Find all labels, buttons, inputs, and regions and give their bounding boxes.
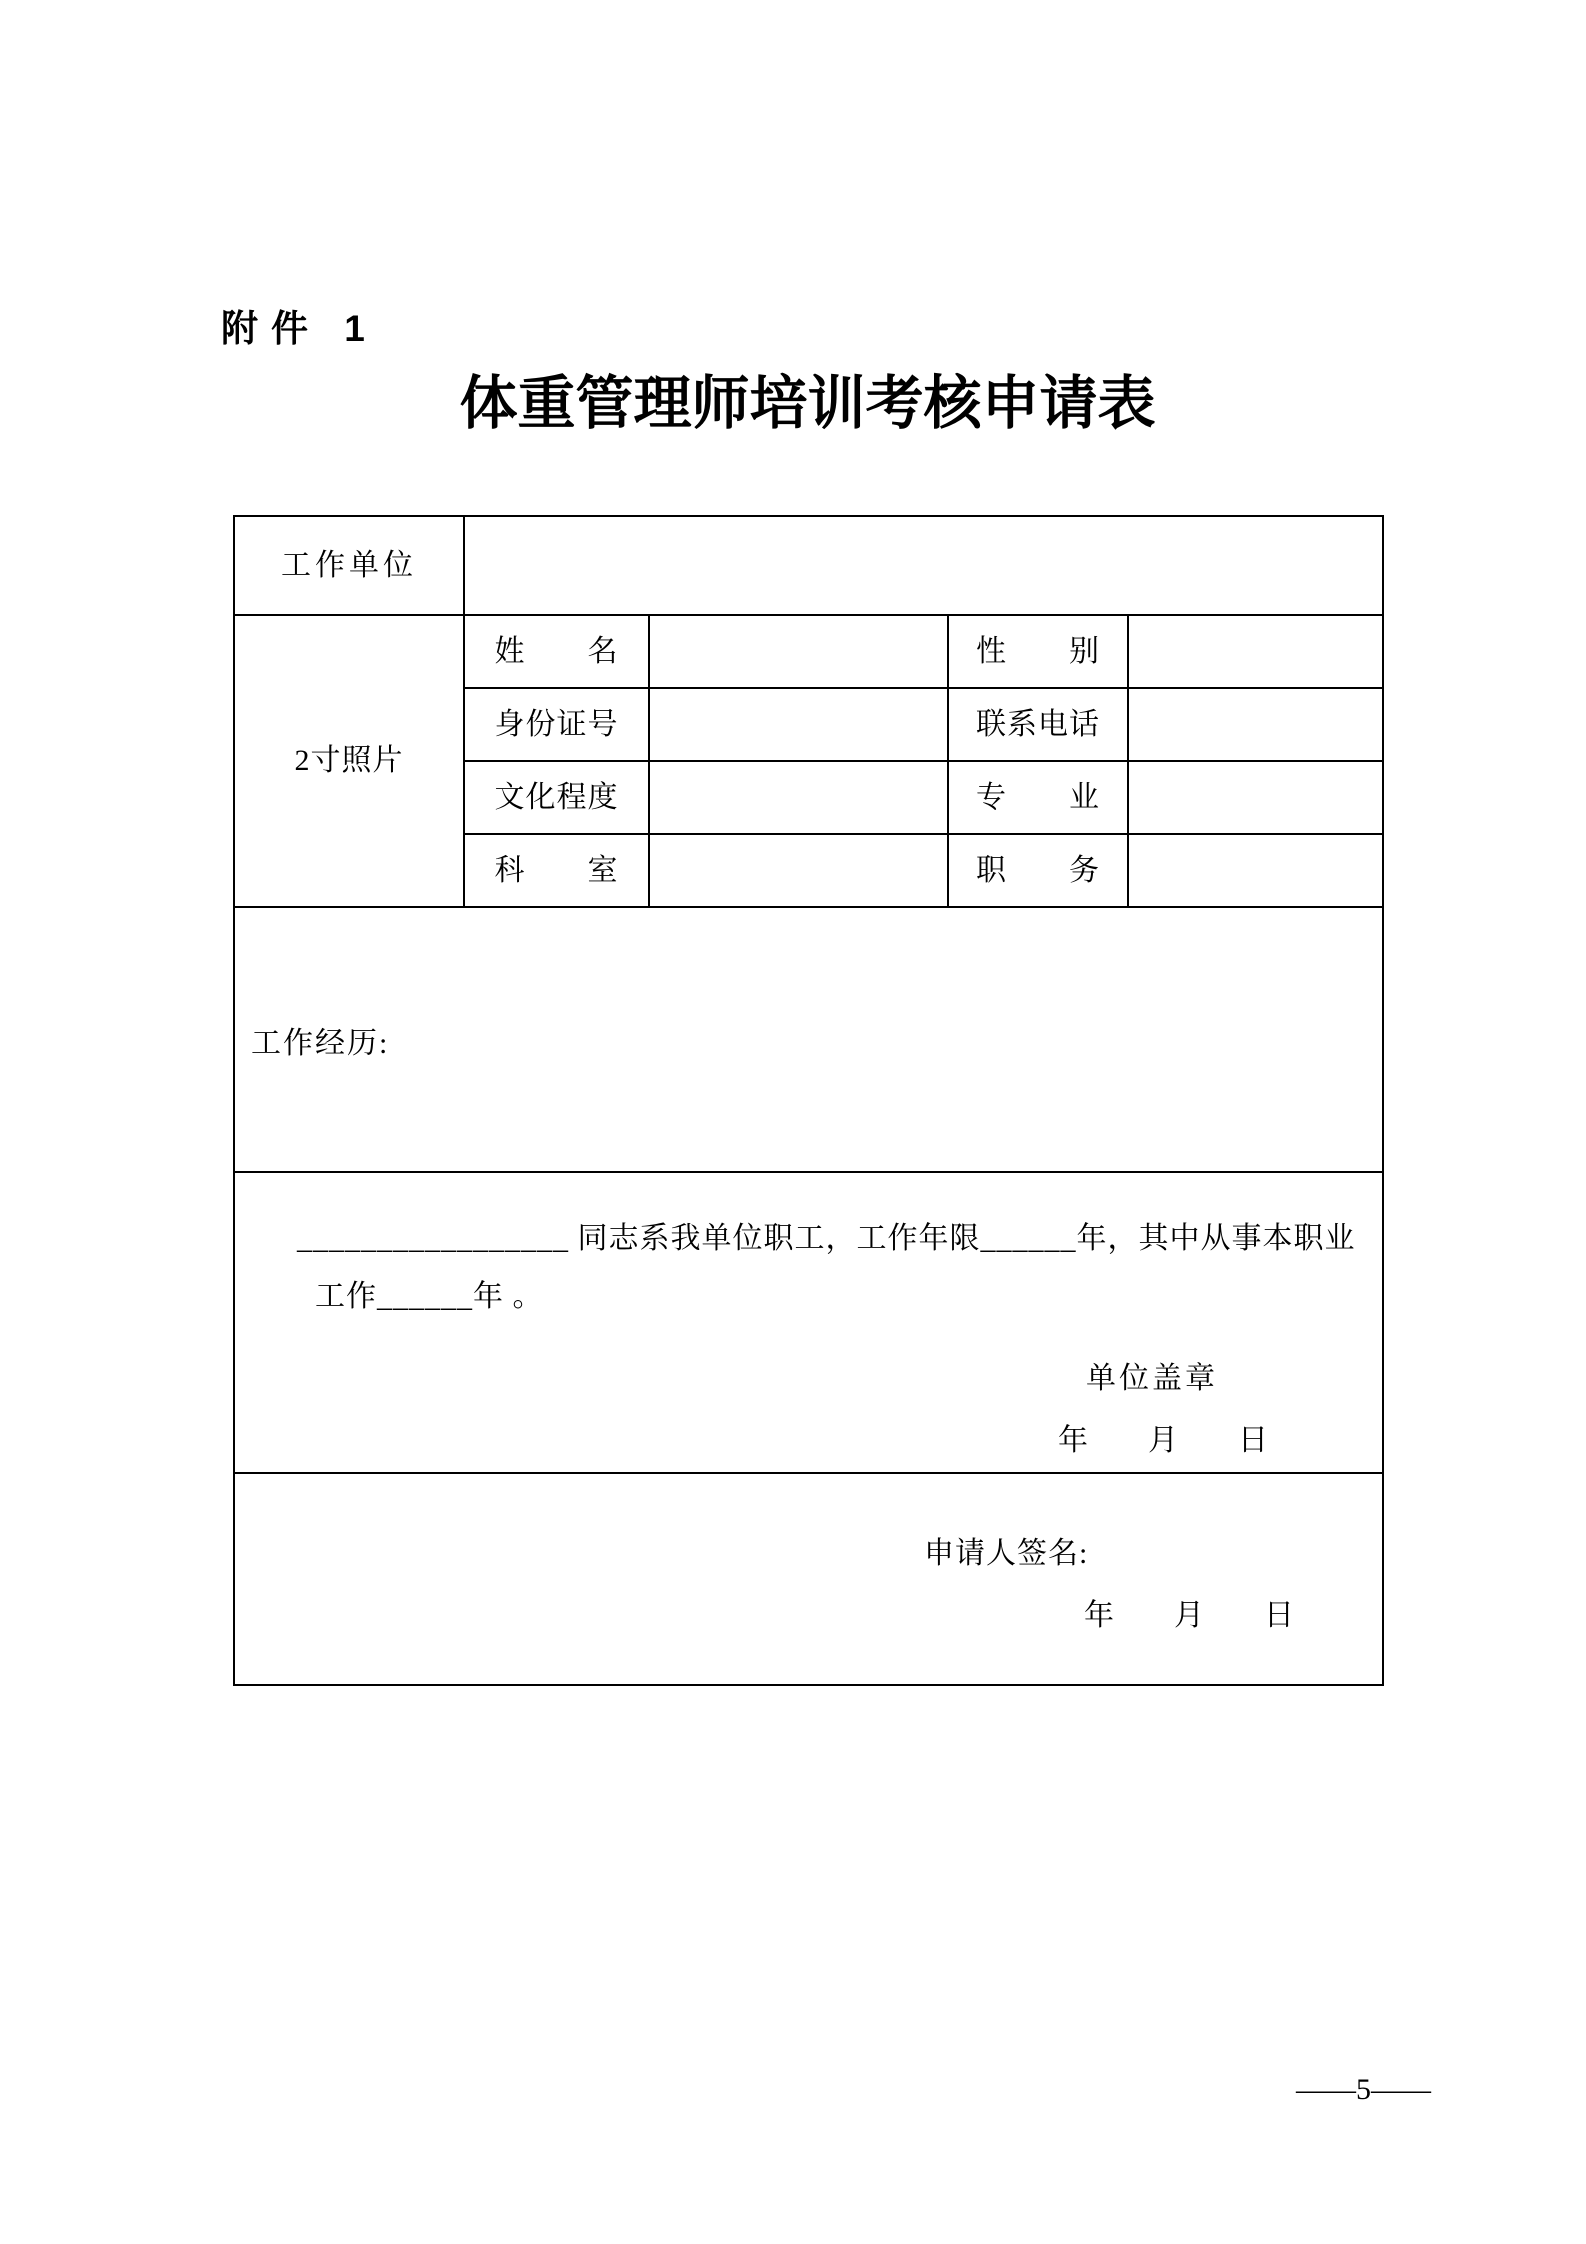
department-label: 科 室 <box>464 834 649 907</box>
id-number-value-cell[interactable] <box>649 688 948 761</box>
signature-cell <box>234 1473 1383 1685</box>
name-label: 姓 名 <box>464 615 649 688</box>
application-form-table <box>233 515 1384 1686</box>
signature-row <box>234 1473 1383 1685</box>
position-label: 职 务 <box>948 834 1128 907</box>
department-value-cell[interactable] <box>649 834 948 907</box>
position-value-cell[interactable] <box>1128 834 1383 907</box>
major-value-cell[interactable] <box>1128 761 1383 834</box>
education-value-cell[interactable] <box>649 761 948 834</box>
work-unit-row <box>234 516 1383 615</box>
page-number: ——5—— <box>1296 2073 1431 2106</box>
declaration-row <box>234 1172 1383 1473</box>
applicant-signature-label: 申请人签名: <box>924 1537 1089 1570</box>
seal-date-line: 年 月 日 <box>1058 1424 1268 1457</box>
work-experience-row <box>234 907 1383 1172</box>
signature-date-line: 年 月 日 <box>1084 1599 1294 1632</box>
phone-value-cell[interactable] <box>1128 688 1383 761</box>
declaration-line2: 工作______年 。 <box>315 1280 544 1313</box>
gender-value-cell[interactable] <box>1128 615 1383 688</box>
gender-label: 性 别 <box>948 615 1128 688</box>
work-unit-value-cell[interactable] <box>464 516 1383 615</box>
unit-seal-label: 单位盖章 <box>1086 1362 1218 1395</box>
name-row <box>234 615 1383 688</box>
photo-placeholder-label: 2寸照片 <box>234 615 464 907</box>
phone-label: 联系电话 <box>948 688 1128 761</box>
major-label: 专 业 <box>948 761 1128 834</box>
attachment-label: 附件 1 <box>221 308 378 349</box>
page-title: 体重管理师培训考核申请表 <box>459 371 1156 436</box>
work-experience-cell[interactable] <box>234 907 1383 1172</box>
work-unit-label: 工作单位 <box>234 516 464 615</box>
declaration-cell <box>234 1172 1383 1473</box>
name-value-cell[interactable] <box>649 615 948 688</box>
id-number-label: 身份证号 <box>464 688 649 761</box>
work-experience-label: 工作经历: <box>251 1026 390 1060</box>
education-label: 文化程度 <box>464 761 649 834</box>
declaration-line1: _________________ 同志系我单位职工，工作年限______年，其中从事本职业 <box>297 1222 1356 1255</box>
